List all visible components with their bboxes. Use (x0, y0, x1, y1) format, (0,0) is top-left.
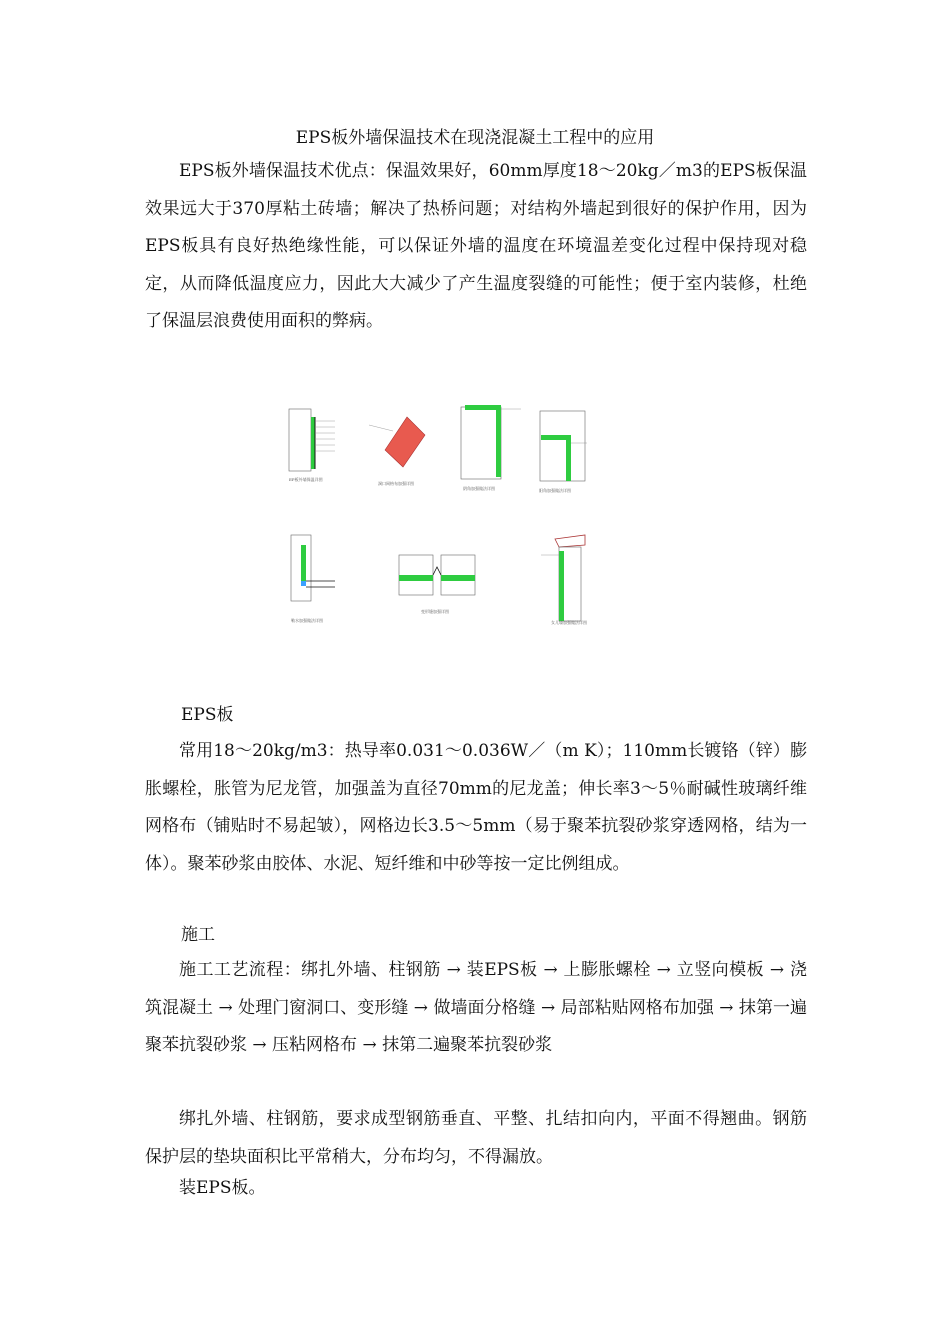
opening-mesh-detail (369, 417, 425, 486)
figure-caption-7: 女儿墙加强做法详图 (551, 620, 587, 625)
expansion-joint-detail (399, 555, 475, 614)
figure-caption-5: 勒水加强做法详图 (291, 618, 323, 623)
figure-caption-2: 洞口网格布加强详图 (378, 481, 414, 486)
wall-section-detail (289, 409, 335, 482)
document-title: EPS板外墙保温技术在现浇混凝土工程中的应用 (295, 128, 655, 148)
figure-caption-4: 阳角加强做法详图 (539, 488, 571, 493)
figure-caption-6: 变形缝加强详图 (421, 609, 449, 614)
parapet-detail (541, 535, 587, 625)
figure-caption-1: EP板外墙保温详图 (289, 477, 323, 482)
eps-heading: EPS板 (181, 705, 234, 725)
construction-heading: 施工 (181, 925, 215, 945)
eps-paragraph: 常用18～20kg/m3：热导率0.031～0.036W／（m K）；110mm长镀铬（锌）膨胀螺栓，胀管为尼龙管，加强盖为直径70mm的尼龙盖；伸长率3～5％耐碱性玻璃纤维网格布（铺贴时不易起皱），网格边长3.5～5mm（易于聚苯抗裂砂浆穿透网格，结为一体）。聚苯砂浆由胶体、水泥、短纤维和中砂等按一定比例组成。 (145, 741, 807, 874)
inner-corner-detail (461, 405, 521, 491)
figure-caption-3: 阴角加强做法详图 (463, 486, 495, 491)
drip-edge-detail (291, 535, 335, 623)
construction-detail-figure (275, 395, 605, 635)
outer-corner-detail (539, 411, 587, 493)
rebar-paragraph: 绑扎外墙、柱钢筋，要求成型钢筋垂直、平整、扎结扣向内，平面不得翘曲。钢筋保护层的垫块面积比平常稍大，分布均匀，不得漏放。 (145, 1109, 807, 1167)
construction-flow-paragraph: 施工工艺流程：绑扎外墙、柱钢筋 → 装EPS板 → 上膨胀螺栓 → 立竖向模板 → 浇筑混凝土 → 处理门窗洞口、变形缝 → 做墙面分格缝 → 局部粘贴网格布加强 → 抹第一遍聚苯抗裂砂浆 → 压粘网格布 → 抹第二遍聚苯抗裂砂浆 (145, 960, 807, 1055)
install-paragraph: 装EPS板。 (179, 1178, 266, 1198)
intro-paragraph: EPS板外墙保温技术优点：保温效果好，60mm厚度18～20kg／m3的EPS板保温效果远大于370厚粘土砖墙；解决了热桥问题；对结构外墙起到很好的保护作用，因为EPS板具有良好热绝缘性能，可以保证外墙的温度在环境温差变化过程中保持现对稳定，从而降低温度应力，因此大大减少了产生温度裂缝的可能性；便于室内装修，杜绝了保温层浪费使用面积的弊病。 (145, 161, 807, 331)
